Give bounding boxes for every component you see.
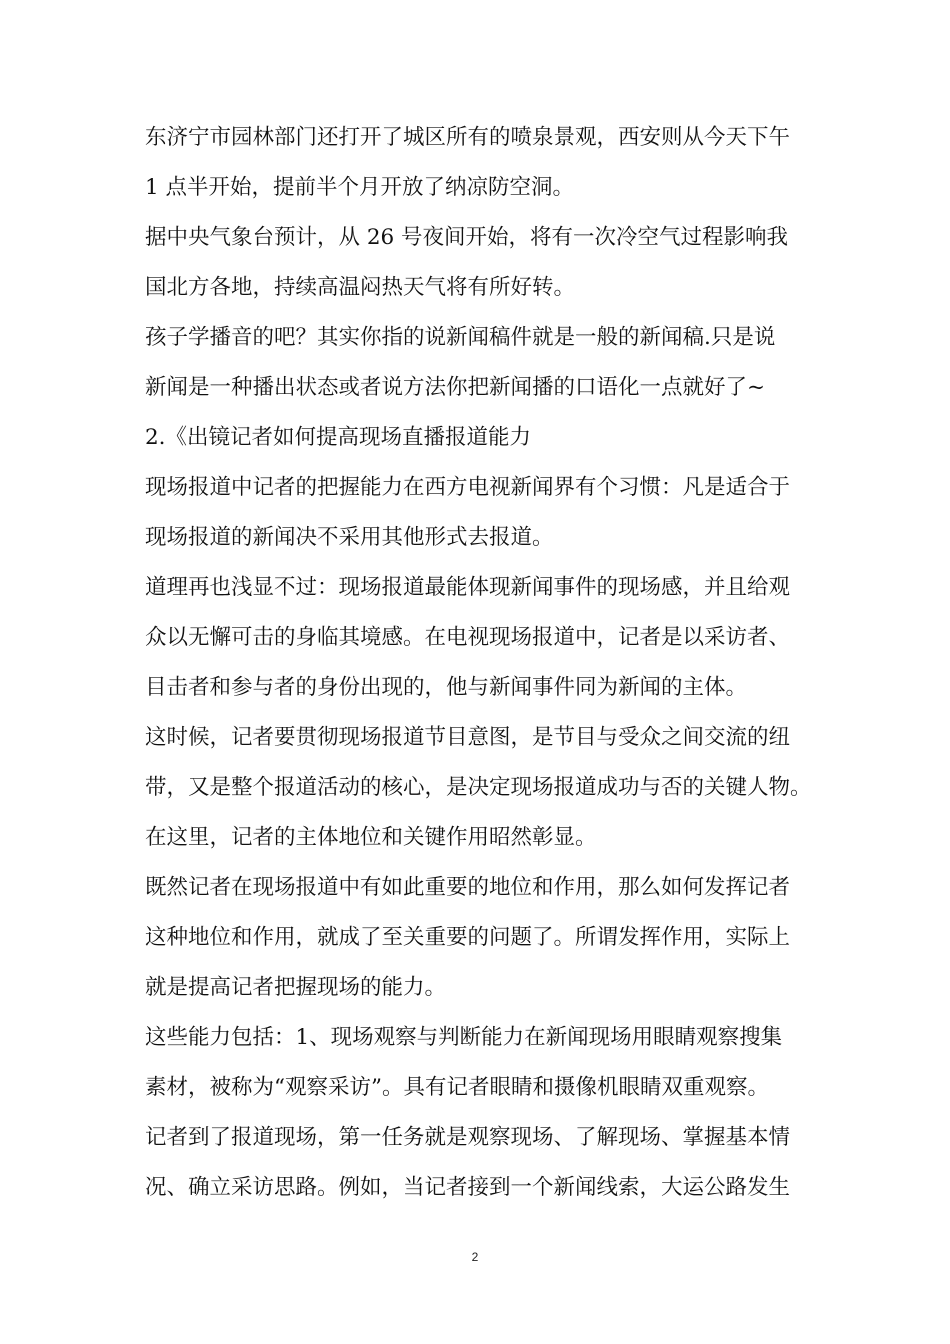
text-line: 在这里，记者的主体地位和关键作用昭然彰显。 — [145, 825, 597, 850]
text-line: 据中央气象台预计，从 26 号夜间开始，将有一次冷空气过程影响我 — [145, 225, 789, 250]
text-line: 素材，被称为“观察采访”。具有记者眼睛和摄像机眼睛双重观察。 — [145, 1075, 769, 1100]
text-line: 现场报道的新闻决不采用其他形式去报道。 — [145, 525, 554, 550]
section-heading: 2.《出镜记者如何提高现场直播报道能力 — [145, 425, 532, 450]
text-line: 这种地位和作用，就成了至关重要的问题了。所谓发挥作用，实际上 — [145, 925, 791, 950]
text-line: 这时候，记者要贯彻现场报道节目意图，是节目与受众之间交流的纽 — [145, 725, 791, 750]
text-line: 既然记者在现场报道中有如此重要的地位和作用，那么如何发挥记者 — [145, 875, 791, 900]
text-line: 新闻是一种播出状态或者说方法你把新闻播的口语化一点就好了~ — [145, 375, 766, 400]
body-text — [145, 113, 815, 1213]
text-line: 这些能力包括：1、现场观察与判断能力在新闻现场用眼睛观察搜集 — [145, 1025, 783, 1050]
text-line: 孩子学播音的吧？其实你指的说新闻稿件就是一般的新闻稿.只是说 — [145, 325, 776, 350]
text-line: 东济宁市园林部门还打开了城区所有的喷泉景观，西安则从今天下午 — [145, 125, 791, 150]
text-line: 道理再也浅显不过：现场报道最能体现新闻事件的现场感，并且给观 — [145, 575, 791, 600]
text-line: 就是提高记者把握现场的能力。 — [145, 975, 447, 1000]
text-line: 记者到了报道现场，第一任务就是观察现场、了解现场、掌握基本情 — [145, 1125, 791, 1150]
page-number: 2 — [471, 1250, 479, 1264]
text-line: 众以无懈可击的身临其境感。在电视现场报道中，记者是以采访者、 — [145, 625, 791, 650]
text-line: 1 点半开始，提前半个月开放了纳凉防空洞。 — [145, 175, 575, 200]
text-line: 现场报道中记者的把握能力在西方电视新闻界有个习惯：凡是适合于 — [145, 475, 791, 500]
text-line: 带，又是整个报道活动的核心，是决定现场报道成功与否的关键人物。 — [145, 775, 812, 800]
text-line: 国北方各地，持续高温闷热天气将有所好转。 — [145, 275, 576, 300]
text-line: 况、确立采访思路。例如，当记者接到一个新闻线索，大运公路发生 — [145, 1175, 791, 1200]
text-line: 目击者和参与者的身份出现的，他与新闻事件同为新闻的主体。 — [145, 675, 748, 700]
